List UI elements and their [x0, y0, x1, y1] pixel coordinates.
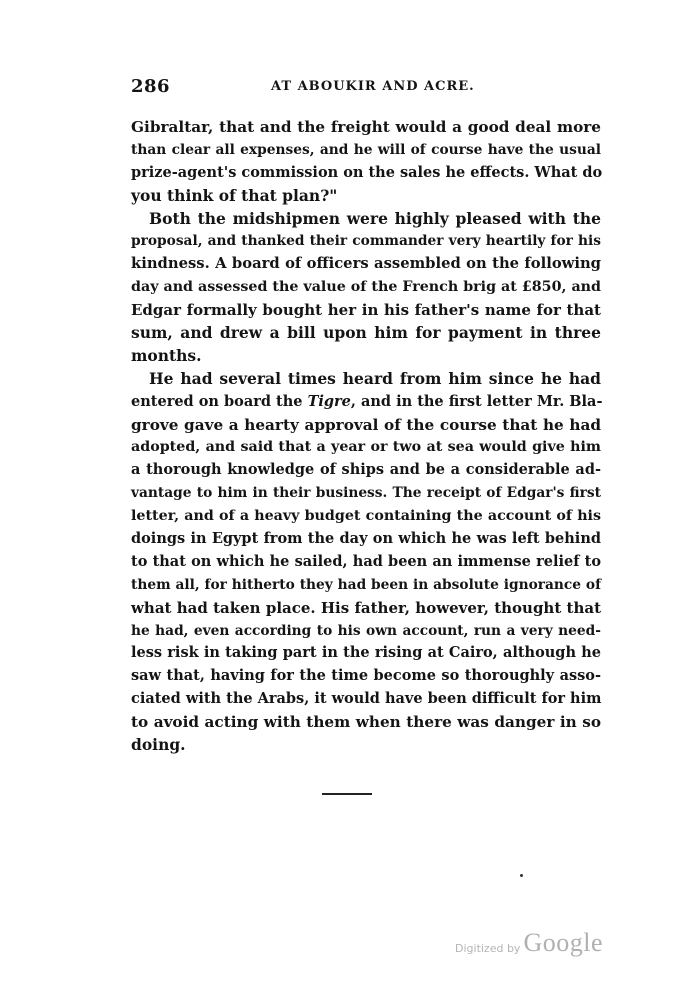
text-line: Gibraltar, that and the freight would a good deal more: [131, 118, 601, 136]
text-line: saw that, having for the time become so thoroughly asso-: [131, 667, 601, 685]
text-line: less risk in taking part in the rising at Cairo, although he: [131, 644, 601, 662]
text-line: he had, even according to his own account, run a very need-: [131, 622, 601, 639]
text-line: doings in Egypt from the day on which he was left behind: [131, 530, 601, 548]
text-line: you think of that plan?": [131, 185, 338, 205]
text-line: a thorough knowledge of ships and be a considerable ad-: [131, 461, 601, 479]
text-line: them all, for hitherto they had been in absolute ignorance of: [131, 576, 601, 593]
text-line: to that on which he sailed, had been an immense relief to: [131, 552, 601, 570]
text-line: proposal, and thanked their commander very heartily for his: [131, 233, 601, 250]
section-end-rule: [322, 793, 372, 795]
text-line: ciated with the Arabs, it would have been difficult for him: [131, 690, 602, 708]
text-line: kindness. A board of officers assembled on the following: [131, 255, 601, 273]
text-line: grove gave a hearty approval of the course that he had: [131, 415, 601, 434]
text-line: what had taken place. His father, however, thought that: [131, 598, 601, 617]
digitized-watermark: [455, 928, 603, 958]
text-line: entered on board the Tigre, and in the first letter Mr. Bla-: [131, 392, 603, 410]
text-line: months.: [131, 345, 202, 365]
text-line: to avoid acting with them when there was danger in so: [131, 713, 601, 732]
ship-name: Tigre: [307, 392, 351, 410]
text-line: vantage to him in their business. The receipt of Edgar's first: [131, 485, 601, 502]
text-line: than clear all expenses, and he will of course have the usual: [131, 141, 601, 158]
body-text: [131, 116, 601, 757]
text-line: doing.: [131, 735, 186, 755]
text-line: letter, and of a heavy budget containing the account of his: [131, 508, 601, 525]
paragraph-start-line: He had several times heard from him since he had: [149, 368, 601, 388]
running-head: [131, 76, 601, 100]
text-line: adopted, and said that a year or two at sea would give him: [131, 439, 601, 456]
text-line: prize-agent's commission on the sales he effects. What do: [131, 163, 603, 181]
scan-speck: [520, 874, 523, 877]
text-line: Edgar formally bought her in his father's name for that: [131, 301, 601, 320]
google-logo: Google: [523, 928, 603, 957]
watermark-prefix: Digitized by: [455, 942, 521, 955]
text-line: sum, and drew a bill upon him for payment in three: [131, 323, 601, 343]
page-number: 286: [131, 76, 171, 97]
running-title: AT ABOUKIR AND ACRE.: [271, 79, 475, 94]
text-line: day and assessed the value of the French brig at £850, and: [131, 279, 601, 296]
paragraph-start-line: Both the midshipmen were highly pleased with the: [149, 208, 601, 228]
